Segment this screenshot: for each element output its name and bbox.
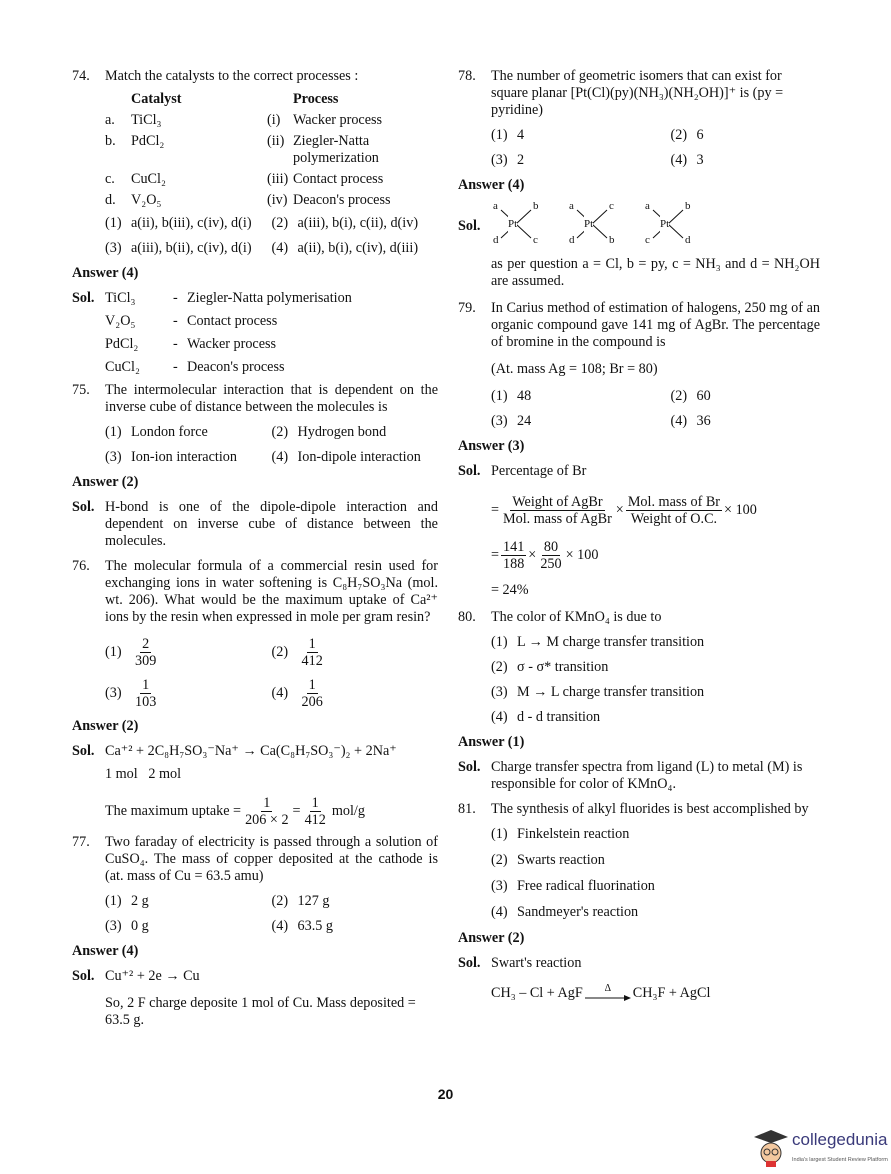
solution-text: Swart's reaction (491, 955, 582, 971)
options-row (105, 893, 438, 910)
arrow-icon (585, 994, 631, 1002)
left-column (72, 68, 438, 1035)
isomer-1: a b d c Pt (491, 202, 541, 246)
sol-label: Sol. (72, 743, 95, 759)
option-text: a(ii), b(i), c(iv), d(iii) (297, 240, 419, 256)
question-number: 77. (72, 834, 90, 850)
option-number: (4) (271, 918, 289, 934)
catalyst: CuCl₂ (105, 359, 140, 375)
option-number: (3) (491, 152, 508, 168)
question-76 (72, 558, 438, 626)
row-roman: (iii) (267, 171, 289, 187)
question-number: 80. (458, 609, 476, 625)
question-number: 75. (72, 382, 90, 398)
answer: Answer (4) (458, 177, 525, 193)
process: Deacon's process (187, 359, 285, 375)
question-number: 81. (458, 801, 476, 817)
solution-80 (458, 759, 820, 793)
row-roman: (ii) (267, 133, 285, 149)
options-row (105, 918, 438, 935)
solution-text: H-bond is one of the dipole-dipole interaction and dependent on inverse cube of distance between the molecules. (105, 499, 438, 549)
option-text: a(iii), b(i), c(ii), d(iv) (297, 215, 419, 231)
options-row (491, 127, 820, 144)
process: Ziegler-Natta polymerisation (187, 290, 352, 306)
sol-label: Sol. (458, 218, 481, 234)
sol-label: Sol. (72, 968, 95, 984)
brand-tagline: India's largest Student Review Platform (792, 1157, 888, 1163)
answer: Answer (3) (458, 438, 525, 454)
options-row (105, 449, 438, 466)
option-number: (2) (271, 644, 289, 660)
swarts-reaction: CH₃ – Cl + AgF Δ CH₃F + AgCl (491, 983, 711, 1001)
option-number: (1) (491, 127, 508, 143)
answer: Answer (2) (72, 474, 139, 490)
option-fraction: $\frac{1}{412}$ (301, 636, 323, 669)
option-text: Ion-ion interaction (131, 449, 237, 465)
options-row (491, 413, 820, 430)
question-75 (72, 382, 438, 416)
process: Contact process (187, 313, 278, 329)
options-list: (1) Finkelstein reaction (2) Swarts reaction (3) Free radical fluorination (4) Sandmeyer's reaction (491, 826, 655, 920)
page-number: 20 (437, 1086, 454, 1102)
option-text: 6 (696, 127, 704, 143)
option-number: (4) (670, 152, 688, 168)
solution-74 (72, 290, 438, 376)
mole-ratio: 1 mol 2 mol (105, 766, 182, 782)
catalyst: V₂O₅ (131, 192, 162, 208)
sol-label: Sol. (458, 463, 481, 479)
option-fraction: $\frac{1}{103}$ (135, 677, 157, 710)
option-number: (2) (271, 424, 289, 440)
question-text: In Carius method of estimation of halogens, 250 mg of an organic compound gave 141 mg of AgBr. The percentage of bromine in the compound is (491, 300, 820, 350)
option-text: Hydrogen bond (297, 424, 387, 440)
solution-text: Charge transfer spectra from ligand (L) to metal (M) is responsible for color of KMnO₄. (491, 759, 803, 792)
option-text: 0 g (131, 918, 149, 934)
options-row (105, 636, 438, 669)
option-number: (2) (670, 388, 688, 404)
question-text: The molecular formula of a commercial resin used for exchanging ions in water softening is C₈H₇SO₃Na (mol. wt. 206). What would be the maximum uptake of Ca²⁺ ions by the resin when expressed in mole per gram resin? (105, 558, 438, 625)
option-text: 4 (517, 127, 525, 143)
question-79 (458, 300, 820, 351)
option-number: (4) (271, 449, 289, 465)
option-text: 2 g (131, 893, 149, 909)
question-text: Match the catalysts to the correct processes : (105, 68, 359, 84)
option-number: (2) (670, 127, 688, 143)
solution-text: So, 2 F charge deposite 1 mol of Cu. Mass deposited = 63.5 g. (105, 995, 416, 1028)
answer: Answer (4) (72, 943, 139, 959)
option-number: (4) (271, 240, 289, 256)
question-78 (458, 68, 820, 119)
isomer-3: a b c d Pt (643, 202, 693, 246)
process: Contact process (293, 171, 384, 187)
solution-76 (72, 743, 438, 828)
option-text: 60 (696, 388, 711, 404)
catalyst: PdCl₂ (105, 336, 139, 352)
reaction-arrow: Δ (585, 984, 631, 1002)
option-number: (3) (105, 449, 122, 465)
solution-pairs: TiCl₃ - Ziegler-Natta polymerisation V₂O₅ - Contact process PdCl₂ - Wacker process CuCl₂ - Deacon's process (105, 290, 438, 376)
option-text: Ion-dipole interaction (297, 449, 421, 465)
question-81 (458, 801, 820, 818)
sol-label: Sol. (458, 759, 481, 775)
solution-text: Percentage of Br (491, 463, 587, 479)
question-77 (72, 834, 438, 885)
row-letter: a. (105, 112, 115, 128)
answer: Answer (4) (72, 265, 139, 281)
catalyst: TiCl₃ (105, 290, 136, 306)
process-header: Process (293, 91, 339, 107)
option-text: 63.5 g (297, 918, 333, 934)
option-text: a(iii), b(ii), c(iv), d(i) (131, 240, 252, 256)
answer: Answer (2) (72, 718, 139, 734)
question-80 (458, 609, 820, 626)
options-list: (1) L → M charge transfer transition (2) σ - σ* transition (3) M → L charge transfer transition (4) d - d transition (491, 634, 705, 725)
row-letter: d. (105, 192, 116, 208)
answer: Answer (1) (458, 734, 525, 750)
catalyst-header: Catalyst (131, 91, 182, 107)
reaction-equation: Ca⁺² + 2C₈H₇SO₃⁻Na⁺ → Ca(C₈H₇SO₃⁻)₂ + 2Na⁺ (105, 743, 397, 759)
result: = 24% (491, 582, 529, 598)
process: Wacker process (293, 112, 383, 128)
process: Wacker process (187, 336, 277, 352)
catalyst: TiCl₃ (131, 112, 162, 128)
option-number: (1) (105, 424, 122, 440)
process: Ziegler-Natta polymerization (293, 133, 379, 166)
option-number: (4) (670, 413, 688, 429)
option-text: 48 (517, 388, 532, 404)
row-letter: b. (105, 133, 116, 149)
match-table (105, 112, 438, 209)
option-text: 3 (696, 152, 704, 168)
option-number: (1) (105, 215, 122, 231)
option-number: (3) (105, 918, 122, 934)
question-text: The synthesis of alkyl fluorides is best accomplished by (491, 801, 809, 817)
option-number: (3) (491, 413, 508, 429)
option-fraction: $\frac{2}{309}$ (135, 636, 157, 669)
uptake-formula: The maximum uptake = $\frac{1}{206 \times 2}$ = $\frac{1}{412}$ mol/g (105, 795, 365, 828)
question-text: The number of geometric isomers that can exist for square planar [Pt(Cl)(py)(NH₃)(NH₂OH)]⁺ is (py = pyridine) (491, 68, 784, 118)
question-number: 79. (458, 300, 476, 316)
question-text: The color of KMnO₄ is due to (491, 609, 662, 625)
row-roman: (i) (267, 112, 281, 128)
options-row (105, 240, 438, 257)
option-text: 36 (696, 413, 711, 429)
options-row (105, 677, 438, 710)
options-row (105, 215, 438, 232)
catalyst: V₂O₅ (105, 313, 136, 329)
option-text: 24 (517, 413, 532, 429)
solution-75 (72, 499, 438, 550)
isomer-note: as per question a = Cl, b = py, c = NH₃ and d = NH₂OH are assumed. (491, 256, 820, 289)
catalyst: CuCl₂ (131, 171, 166, 187)
row-roman: (iv) (267, 192, 288, 208)
atomic-mass-note: (At. mass Ag = 108; Br = 80) (491, 361, 658, 377)
question-number: 78. (458, 68, 476, 84)
brand-logo (754, 1126, 888, 1170)
answer: Answer (2) (458, 930, 525, 946)
catalyst: PdCl₂ (131, 133, 165, 149)
options-row (491, 388, 820, 405)
match-header (131, 91, 438, 108)
sol-label: Sol. (72, 290, 95, 306)
question-text: Two faraday of electricity is passed through a solution of CuSO₄. The mass of copper deposited at the cathode is (at. mass of Cu = 63.5 amu) (105, 834, 438, 884)
reaction-equation: Cu⁺² + 2e → Cu (105, 968, 200, 984)
percentage-formula: = $\frac{\text{Weight of AgBr}}{\text{Mol. mass of AgBr}}$ × $\frac{\text{Mol. mass of Br}}{\text{Weight of O.C.}}$ × 100 (491, 494, 757, 527)
question-number: 76. (72, 558, 90, 574)
mascot-icon (754, 1128, 788, 1168)
options-row (105, 424, 438, 441)
option-number: (3) (105, 685, 122, 701)
option-text: 2 (517, 152, 525, 168)
solution-77 (72, 968, 438, 1029)
options-row (491, 152, 820, 169)
right-column (458, 68, 820, 1002)
sol-label: Sol. (458, 955, 481, 971)
sol-label: Sol. (72, 499, 95, 515)
process: Deacon's process (293, 192, 391, 208)
option-number: (1) (105, 893, 122, 909)
brand-name: collegedunia (792, 1130, 888, 1149)
option-number: (2) (271, 215, 289, 231)
question-74 (72, 68, 438, 85)
option-number: (1) (105, 644, 122, 660)
solution-78 (458, 202, 820, 250)
option-number: (2) (271, 893, 289, 909)
option-text: 127 g (297, 893, 330, 909)
question-text: The intermolecular interaction that is dependent on the inverse cube of distance between the molecules is (105, 382, 438, 415)
option-number: (4) (271, 685, 289, 701)
solution-79 (458, 463, 820, 480)
option-text: a(ii), b(iii), c(iv), d(i) (131, 215, 252, 231)
isomer-2: a c d b Pt (567, 202, 617, 246)
solution-81 (458, 955, 820, 972)
isomer-structures (491, 202, 820, 246)
percentage-calculation: = $\frac{141}{188}$ × $\frac{80}{250}$ × 100 (491, 539, 599, 572)
question-number: 74. (72, 68, 90, 84)
row-letter: c. (105, 171, 115, 187)
option-number: (3) (105, 240, 122, 256)
option-fraction: $\frac{1}{206}$ (301, 677, 323, 710)
option-text: London force (131, 424, 208, 440)
option-number: (1) (491, 388, 508, 404)
